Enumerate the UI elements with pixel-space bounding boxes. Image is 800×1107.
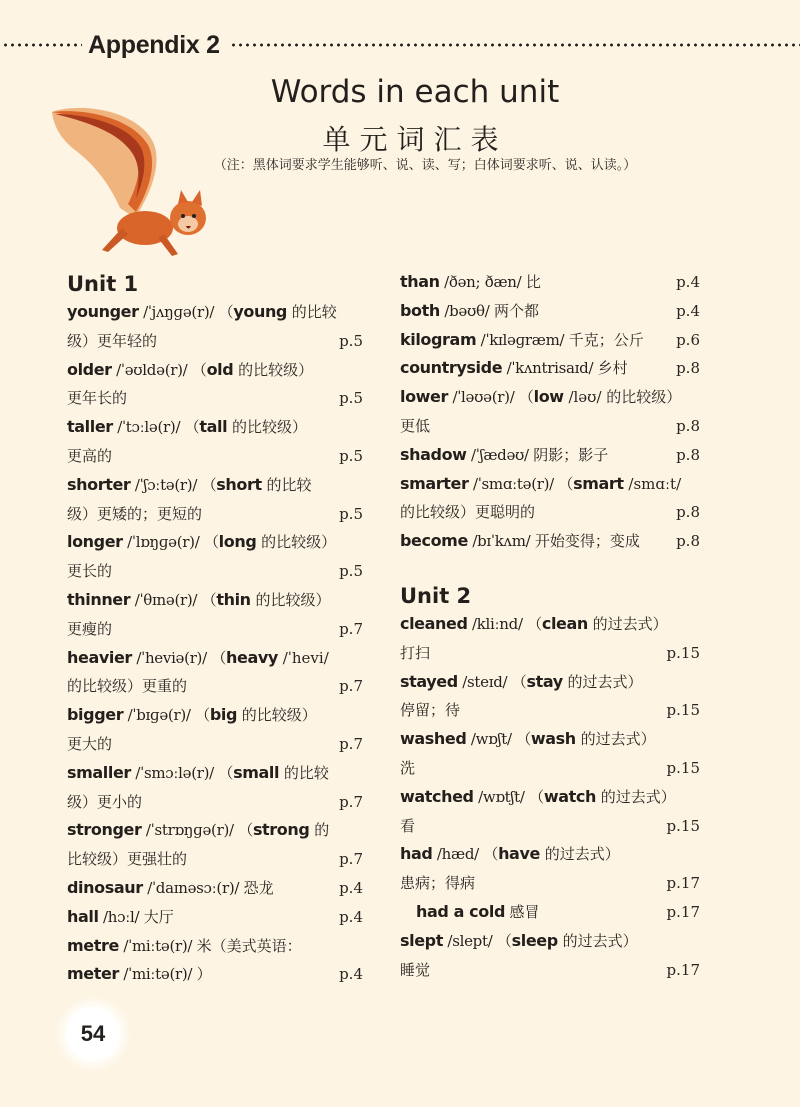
phonetic: /ˈʃɔːtə(r)/ （ — [130, 475, 217, 494]
vocab-word: washed — [400, 729, 467, 749]
vocab-line — [400, 812, 700, 841]
base-word: young — [233, 302, 287, 321]
chinese-meaning: 感冒 — [509, 902, 540, 921]
page-reference: p.5 — [339, 562, 363, 581]
vocab-line — [67, 413, 363, 442]
chinese-meaning: 乡村 — [597, 359, 628, 378]
phonetic: /ˈəʊldə(r)/ （ — [111, 360, 207, 379]
chinese-meaning: 米（美式英语： — [196, 936, 302, 955]
chinese-meaning: 停留；待 — [400, 701, 461, 720]
chinese-meaning: 的过去式） — [557, 931, 638, 950]
vocab-line — [67, 298, 363, 327]
chinese-meaning: /ləʊ/ 的比较级） — [563, 388, 682, 407]
phonetic: /ˈθɪnə(r)/ （ — [130, 590, 217, 609]
phonetic: /ˈstrɒŋɡə(r)/ （ — [141, 821, 253, 840]
chinese-meaning: 的过去式） — [539, 845, 620, 864]
phonetic: /steɪd/ （ — [457, 672, 527, 691]
vocab-line — [400, 869, 700, 898]
vocab-line — [400, 840, 700, 869]
vocab-line — [67, 845, 363, 874]
page-reference: p.4 — [676, 273, 700, 291]
phonetic: /ˈsmɔːlə(r)/ （ — [130, 763, 234, 782]
page-reference: p.17 — [666, 874, 700, 893]
page-reference: p.8 — [676, 532, 700, 551]
chinese-meaning: 恐龙 — [243, 878, 274, 897]
page-reference: p.5 — [339, 504, 363, 523]
base-word: smart — [573, 473, 624, 493]
phonetic: /ˈləʊə(r)/ （ — [448, 388, 534, 407]
vocab-line — [400, 668, 700, 697]
vocab-line — [400, 326, 700, 355]
vocab-line — [67, 816, 363, 845]
page-reference: p.15 — [666, 758, 700, 777]
page-reference: p.8 — [676, 416, 700, 435]
vocab-line — [67, 788, 363, 817]
page-reference: p.15 — [666, 701, 700, 720]
page-note: （注：黑体词要求学生能够听、说、读、写；白体词要求听、说、认读。） — [213, 158, 637, 173]
phonetic: /ˈheviə(r)/ （ — [131, 648, 227, 667]
vocab-word: shadow — [400, 444, 467, 464]
phonetic: /ˈkɪləɡræm/ — [476, 330, 569, 349]
word-list-unit-2 — [400, 610, 700, 984]
word-list-unit-1 — [67, 298, 363, 989]
vocab-line — [400, 297, 700, 326]
vocab-line — [67, 327, 363, 356]
page-reference: p.7 — [339, 677, 363, 696]
page-reference: p.4 — [339, 965, 363, 984]
vocab-line — [400, 470, 700, 499]
base-word: stay — [526, 671, 563, 691]
vocab-word: smarter — [400, 473, 469, 493]
base-word: old — [206, 359, 234, 379]
column-right — [400, 268, 700, 984]
page-reference: p.17 — [666, 960, 700, 979]
column-left — [67, 268, 363, 989]
chinese-meaning: 的比较级） — [227, 418, 307, 437]
chinese-meaning: 看 — [400, 816, 416, 835]
page-reference: p.17 — [666, 902, 700, 921]
page-reference: p.7 — [339, 734, 363, 753]
vocab-word: longer — [67, 532, 123, 552]
chinese-meaning: 的比较级）更聪明的 — [400, 503, 536, 522]
chinese-meaning: 的过去式） — [595, 787, 676, 806]
phonetic: /ˈdaɪnəsɔː(r)/ — [142, 878, 244, 897]
squirrel-illustration-icon — [40, 100, 220, 260]
chinese-meaning: 更瘦的 — [67, 619, 113, 638]
vocab-word: become — [400, 531, 468, 551]
base-word: heavy — [226, 647, 278, 667]
vocab-word: shorter — [67, 474, 131, 494]
chinese-meaning: 比较级）更强壮的 — [67, 850, 188, 869]
base-word: tall — [199, 417, 228, 437]
base-word: have — [498, 844, 540, 864]
vocab-line — [400, 956, 700, 985]
vocab-line — [400, 412, 700, 441]
phonetic: /ˈbɪɡə(r)/ （ — [123, 706, 210, 725]
vocab-word: metre — [67, 935, 119, 955]
page-reference: p.7 — [339, 619, 363, 638]
chinese-meaning: 睡觉 — [400, 960, 431, 979]
vocab-line — [67, 356, 363, 385]
vocab-word: slept — [400, 930, 443, 950]
vocab-line — [400, 383, 700, 412]
base-word: low — [533, 387, 564, 407]
vocab-line — [67, 586, 363, 615]
vocab-word: stayed — [400, 671, 458, 691]
base-word: big — [209, 705, 238, 725]
page-reference: p.7 — [339, 792, 363, 811]
vocab-word: watched — [400, 786, 474, 806]
phonetic: /bəʊθ/ — [439, 301, 494, 320]
chinese-meaning: 的比较级） — [233, 360, 314, 379]
chinese-meaning: ） — [196, 965, 212, 984]
chinese-meaning: 的比较级） — [237, 706, 317, 725]
chinese-meaning: 比 — [525, 273, 541, 291]
chinese-meaning: 的比较 — [287, 303, 337, 321]
chinese-meaning: 更高的 — [67, 446, 113, 465]
chinese-meaning: 洗 — [400, 758, 416, 777]
vocab-word: had a cold — [416, 901, 505, 921]
vocab-word: stronger — [67, 820, 142, 840]
vocab-line — [67, 442, 363, 471]
vocab-line — [67, 874, 363, 903]
page-reference: p.4 — [339, 907, 363, 926]
vocab-line — [400, 783, 700, 812]
phonetic: /wɒʃt/ （ — [466, 730, 531, 749]
page-reference: p.15 — [666, 643, 700, 662]
vocab-word: older — [67, 359, 112, 379]
phonetic: /ˈmiːtə(r)/ — [118, 965, 197, 984]
base-word: strong — [252, 820, 310, 840]
base-word: wash — [530, 729, 576, 749]
phonetic: /ðən; ðæn/ — [439, 273, 526, 291]
appendix-header — [0, 30, 800, 60]
vocab-word: both — [400, 300, 440, 320]
vocab-line — [400, 441, 700, 470]
phonetic: /ˈtɔːlə(r)/ （ — [112, 418, 200, 437]
vocab-line — [400, 354, 700, 383]
base-word: long — [218, 532, 257, 552]
vocab-line — [67, 759, 363, 788]
page-reference: p.5 — [339, 331, 363, 350]
phonetic: /ˈʃædəʊ/ — [466, 445, 534, 464]
vocab-word: bigger — [67, 705, 124, 725]
vocab-line — [400, 527, 700, 556]
phonetic: /ˈmiːtə(r)/ — [118, 936, 197, 955]
vocab-word: taller — [67, 417, 113, 437]
phonetic: /slept/ （ — [442, 931, 512, 950]
dotted-rule-left — [2, 43, 82, 47]
vocab-word: thinner — [67, 589, 131, 609]
base-word: watch — [543, 786, 596, 806]
page-reference: p.8 — [676, 503, 700, 522]
chinese-meaning: 的比较级） — [250, 590, 331, 609]
page-reference: p.6 — [676, 330, 700, 349]
vocab-line — [67, 903, 363, 932]
vocab-word: younger — [67, 302, 139, 321]
page-title-cn: 单元词汇表 — [322, 123, 508, 156]
vocab-word: meter — [67, 964, 119, 984]
vocab-line — [400, 639, 700, 668]
vocab-line — [400, 610, 700, 639]
page-reference: p.7 — [339, 850, 363, 869]
chinese-meaning: /ˈhevi/ — [277, 648, 329, 667]
chinese-meaning: 更低 — [400, 416, 431, 435]
page-number: 54 — [66, 1007, 120, 1061]
vocab-word: had — [400, 844, 433, 864]
chinese-meaning: 千克；公斤 — [568, 330, 644, 349]
vocab-line — [67, 471, 363, 500]
vocab-line — [67, 528, 363, 557]
page-reference: p.8 — [676, 445, 700, 464]
vocab-word: countryside — [400, 358, 503, 378]
page-reference: p.5 — [339, 446, 363, 465]
unit-title: Unit 1 — [67, 272, 139, 296]
chinese-meaning: 大厅 — [143, 907, 174, 926]
base-word: sleep — [511, 930, 558, 950]
chinese-meaning: 级）更矮的；更短的 — [67, 504, 203, 523]
vocab-line — [67, 730, 363, 759]
chinese-meaning: 患病；得病 — [400, 874, 476, 893]
vocab-line — [400, 725, 700, 754]
page-title-en: Words in each unit — [270, 74, 560, 110]
vocab-word: hall — [67, 906, 99, 926]
base-word: short — [216, 474, 262, 494]
page-reference: p.15 — [666, 816, 700, 835]
unit-title: Unit 2 — [400, 583, 472, 608]
word-list-unit-1-continued — [400, 268, 700, 556]
chinese-meaning: 更大的 — [67, 734, 113, 753]
chinese-meaning: 的比较级）更重的 — [67, 677, 188, 696]
phonetic: /ˈkʌntrisaɪd/ — [502, 359, 598, 378]
vocab-line — [67, 644, 363, 673]
vocab-word: than — [400, 272, 440, 291]
chinese-meaning: 阴影；影子 — [533, 445, 609, 464]
chinese-meaning: 更长的 — [67, 562, 113, 581]
base-word: small — [233, 762, 280, 782]
page-reference: p.4 — [339, 878, 363, 897]
phonetic: /hæd/ （ — [432, 845, 499, 864]
phonetic: /kliːnd/ （ — [467, 614, 542, 633]
chinese-meaning: 打扫 — [400, 643, 431, 662]
phonetic: /wɒtʃt/ （ — [473, 787, 544, 806]
vocab-line — [400, 927, 700, 956]
chinese-meaning: 级）更小的 — [67, 792, 143, 811]
vocab-word: dinosaur — [67, 877, 143, 897]
vocab-line — [400, 898, 700, 927]
vocab-line — [67, 500, 363, 529]
chinese-meaning: 的比较级） — [256, 533, 337, 552]
chinese-meaning: 的过去式） — [575, 730, 656, 749]
base-word: clean — [541, 613, 588, 633]
chinese-meaning: 的比较 — [261, 475, 312, 494]
vocab-line — [400, 498, 700, 527]
phonetic: /bɪˈkʌm/ — [467, 532, 535, 551]
vocab-word: lower — [400, 387, 449, 407]
phonetic: /ˈlɒŋɡə(r)/ （ — [122, 533, 219, 552]
page-reference: p.8 — [676, 359, 700, 378]
appendix-label: Appendix 2 — [88, 30, 220, 59]
phonetic: /hɔːl/ — [98, 907, 144, 926]
vocab-word: heavier — [67, 647, 132, 667]
phonetic: /ˈjʌŋɡə(r)/ （ — [138, 303, 234, 321]
vocab-line — [67, 960, 363, 989]
chinese-meaning: 的过去式） — [587, 614, 668, 633]
vocab-line — [67, 932, 363, 961]
dotted-rule-right — [230, 43, 800, 47]
vocab-word: smaller — [67, 762, 131, 782]
chinese-meaning: 更年长的 — [67, 389, 128, 408]
chinese-meaning: 的 — [309, 821, 330, 840]
vocab-line — [67, 384, 363, 413]
vocab-line — [67, 701, 363, 730]
page-reference: p.4 — [676, 301, 700, 320]
vocab-line — [400, 696, 700, 725]
vocab-line — [67, 615, 363, 644]
base-word: thin — [216, 589, 251, 609]
chinese-meaning: 的过去式） — [562, 672, 643, 691]
chinese-meaning: 两个都 — [493, 301, 539, 320]
chinese-meaning: 级）更年轻的 — [67, 331, 158, 350]
vocab-word: cleaned — [400, 613, 468, 633]
chinese-meaning: /smɑːt/ — [623, 474, 682, 493]
vocab-line — [400, 268, 700, 297]
chinese-meaning: 开始变得；变成 — [534, 532, 640, 551]
phonetic: /ˈsmɑːtə(r)/ （ — [468, 474, 574, 493]
vocab-line — [67, 557, 363, 586]
vocab-line — [67, 672, 363, 701]
page-reference: p.5 — [339, 389, 363, 408]
vocab-line — [400, 754, 700, 783]
vocab-word: kilogram — [400, 329, 477, 349]
chinese-meaning: 的比较 — [279, 763, 329, 782]
